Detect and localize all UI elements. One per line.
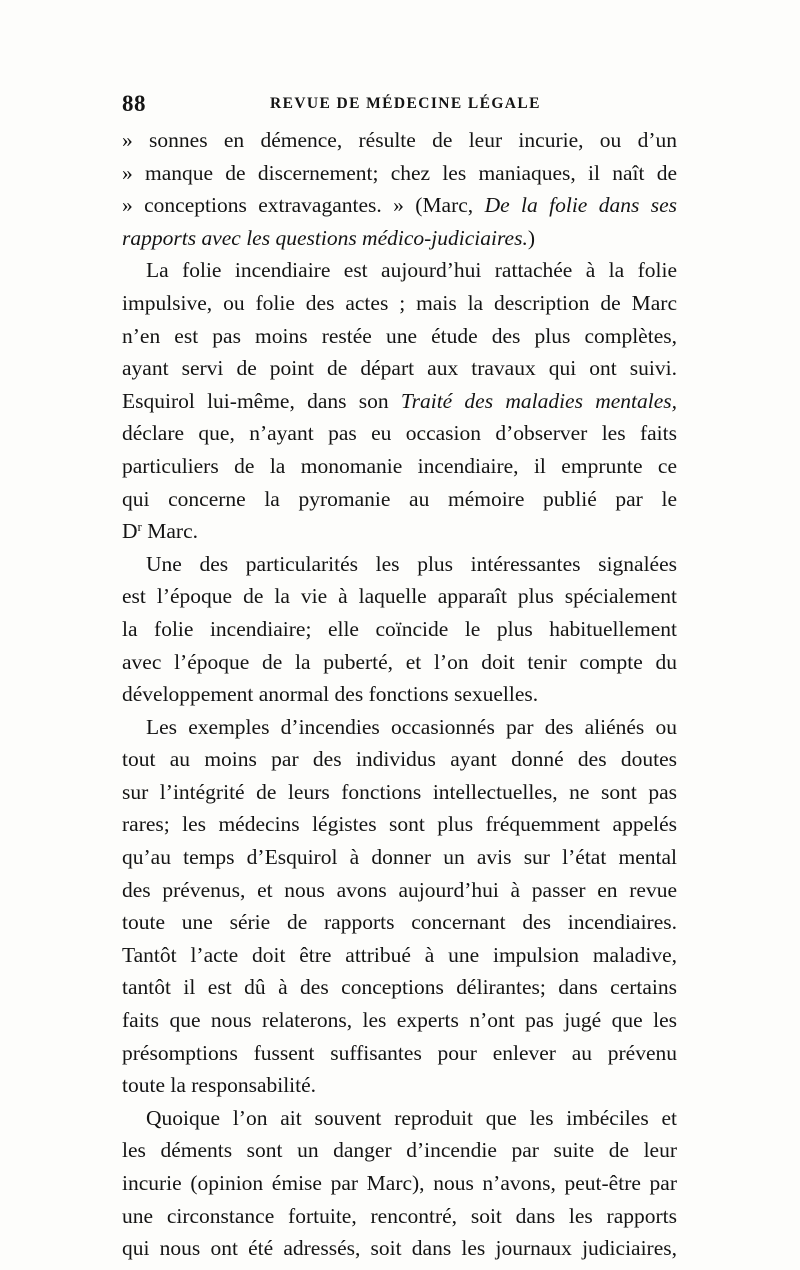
text-line: rares; les médecins légistes sont plus fréquemment appelés: [122, 812, 677, 837]
text-line: une circonstance fortuite, rencontré, soit dans les rapports: [122, 1203, 677, 1228]
citation-title: Traité des maladies mentales,: [400, 388, 677, 413]
text-line: la folie incendiaire; elle coïncide le plus habituellement: [122, 616, 677, 641]
text-line: les déments sont un danger d’incendie par suite de leur: [122, 1138, 677, 1163]
text-run: ): [527, 225, 536, 250]
text-line: » sonnes en démence, résulte de leur incurie, ou d’un: [122, 128, 677, 152]
text-line: présomptions fussent suffisantes pour enlever au prévenu: [122, 1040, 677, 1065]
text-line: [122, 222, 677, 255]
citation-title: rapports avec les questions médico-judiciaires.: [122, 225, 528, 250]
text-line: tout au moins par des individus ayant donné des doutes: [122, 747, 677, 772]
text-line: faits que nous relaterons, les experts n’ont pas jugé que les: [122, 1008, 677, 1033]
text-line: [122, 189, 677, 222]
text-run: D: [122, 519, 138, 544]
text-line: qu’au temps d’Esquirol à donner un avis sur l’état mental: [122, 845, 677, 870]
page-header: [122, 91, 677, 121]
text-line: n’en est pas moins restée une étude des plus complètes,: [122, 323, 677, 348]
text-line: toute la responsabilité.: [122, 1073, 317, 1098]
text-line: développement anormal des fonctions sexuelles.: [122, 682, 539, 707]
page-number: 88: [122, 91, 146, 116]
superscript: r: [137, 519, 142, 535]
text-run: Esquirol lui-même, dans son: [122, 388, 401, 413]
text-run: Marc.: [141, 519, 198, 544]
paragraph-start: Les exemples d’incendies occasionnés par des aliénés ou: [146, 714, 677, 739]
text-line: sur l’intégrité de leurs fonctions intellectuelles, ne sont pas: [122, 779, 677, 804]
text-line: des prévenus, et nous avons aujourd’hui à passer en revue: [122, 877, 677, 902]
text-run: » conceptions extravagantes. » (Marc,: [122, 193, 485, 218]
body-text: [122, 124, 677, 1265]
text-line: » manque de discernement; chez les maniaques, il naît de: [122, 160, 677, 185]
paragraph-start: Quoique l’on ait souvent reproduit que les imbéciles et: [146, 1105, 677, 1130]
text-line: qui concerne la pyromanie au mémoire publié par le: [122, 486, 677, 511]
text-line: avec l’époque de la puberté, et l’on doit tenir compte du: [122, 649, 677, 674]
paragraph-start: Une des particularités les plus intéressantes signalées: [146, 551, 677, 576]
text-line: Tantôt l’acte doit être attribué à une impulsion maladive,: [122, 942, 677, 967]
citation-title: De la folie dans ses: [484, 193, 677, 218]
text-line: particuliers de la monomanie incendiaire, il emprunte ce: [122, 453, 677, 478]
text-line: tantôt il est dû à des conceptions délirantes; dans certains: [122, 975, 677, 1000]
text-line: impulsive, ou folie des actes ; mais la description de Marc: [122, 290, 677, 315]
text-line: incurie (opinion émise par Marc), nous n’avons, peut-être par: [122, 1171, 677, 1195]
paragraph-start: La folie incendiaire est aujourd’hui rattachée à la folie: [146, 258, 677, 283]
text-line: qui nous ont été adressés, soit dans les journaux judiciaires,: [122, 1236, 677, 1261]
text-line: déclare que, n’ayant pas eu occasion d’observer les faits: [122, 421, 677, 446]
text-line: toute une série de rapports concernant des incendiaires.: [122, 910, 677, 935]
text-line: [122, 515, 677, 548]
text-line: ayant servi de point de départ aux travaux qui ont suivi.: [122, 356, 677, 381]
running-title: REVUE DE MÉDECINE LÉGALE: [270, 95, 541, 112]
text-line: [122, 385, 677, 418]
text-line: est l’époque de la vie à laquelle apparaît plus spécialement: [122, 584, 677, 609]
